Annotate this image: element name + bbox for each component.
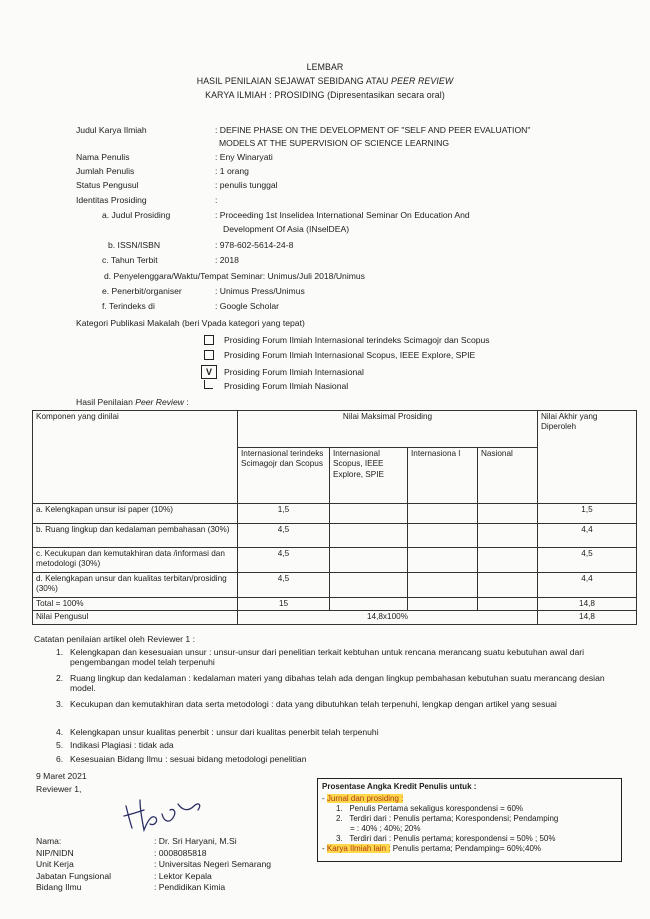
kategori-checkbox-4[interactable] [204, 380, 213, 389]
row-c3 [408, 504, 478, 524]
subheader-nasional: Nasional [478, 448, 538, 504]
info-row [36, 836, 237, 848]
terindeks-row [76, 301, 636, 312]
tahun-label: c. Tahun Terbit [102, 255, 158, 265]
credit-box-text-2: Terdiri dari : Penulis pertama; Korespondensi; Pendamping [349, 814, 559, 823]
subheader-scimagojr: Internasional terindeks Scimagojr dan Scopus [238, 448, 330, 504]
row-komponen: b. Ruang lingkup dan kedalaman pembahasan (30%) [33, 524, 238, 548]
credit-box-item-2b [322, 824, 617, 834]
table-row [33, 524, 637, 548]
table-header-row [33, 411, 637, 448]
doc-title: LEMBAR [306, 62, 344, 72]
info-value: : Universitas Negeri Semarang [154, 859, 272, 869]
credit-box-journal: - Jurnal dan prosiding : [322, 794, 404, 803]
status-value: : penulis tunggal [215, 180, 278, 190]
table-row [33, 504, 637, 524]
row-c1: 15 [238, 598, 330, 611]
info-value: : Pendidikan Kimia [154, 882, 226, 892]
penulis-label: Nama Penulis [76, 152, 130, 162]
hasil-label-text: Hasil Penilaian [76, 397, 136, 407]
table-row-pengusul [33, 611, 637, 624]
row-akhir: 4,5 [538, 548, 637, 573]
header-komponen: Komponen yang dinilai [33, 411, 238, 504]
row-komponen: Total = 100% [33, 598, 238, 611]
row-c2 [330, 504, 408, 524]
judul-prosiding-value: : Proceeding 1st Inselidea International Seminar On Education And [215, 210, 470, 220]
credit-box [317, 778, 622, 862]
tahun-row [76, 255, 636, 266]
kategori-option-1: Prosiding Forum Ilmiah Internasional terindeks Scimagojr dan Scopus [224, 335, 490, 345]
info-label: NIP/NIDN [36, 847, 74, 858]
sign-date: 9 Maret 2021 [36, 771, 87, 781]
score-table [32, 410, 637, 625]
info-value: : 0008085818 [154, 847, 207, 858]
row-c4 [478, 598, 538, 611]
penulis-row [76, 152, 636, 163]
catatan-title: Catatan penilaian artikel oleh Reviewer 1 : [34, 634, 195, 644]
identitas-row [76, 195, 636, 206]
judul-row-2 [76, 138, 636, 149]
judul-row [76, 125, 636, 136]
judul-prosiding-row-2 [76, 224, 636, 235]
credit-box-highlight-2: Karya Ilmiah lain : [326, 844, 391, 853]
row-c4 [478, 573, 538, 598]
penerbit-value: : Unimus Press/Unimus [215, 286, 305, 296]
issn-row [76, 240, 636, 251]
credit-box-karya: - Karya Ilmiah lain : Penulis pertama; Pendamping= 60%;40% [322, 844, 542, 853]
header-nilai-akhir: Nilai Akhir yang Diperoleh [538, 411, 637, 504]
judul-prosiding-value-2: Development Of Asia (INselDEA) [223, 224, 350, 234]
row-c1: 1,5 [238, 504, 330, 524]
catatan-num: 5. [56, 740, 64, 750]
table-row [33, 573, 637, 598]
identitas-label: Identitas Prosiding [76, 195, 147, 205]
catatan-num: 4. [56, 727, 64, 737]
judul-value-2: MODELS AT THE SUPERVISION OF SCIENCE LEARNING [219, 138, 450, 148]
identitas-value: : [215, 195, 218, 205]
row-komponen: c. Kecukupan dan kemutakhiran data /informasi dan metodologi (30%) [33, 548, 238, 573]
kategori-mark-3: V [205, 367, 212, 377]
judul-label: Judul Karya Ilmiah [76, 125, 147, 135]
row-c2 [330, 524, 408, 548]
row-c2 [330, 548, 408, 573]
credit-box-highlight-1: Jurnal dan prosiding : [326, 794, 404, 803]
row-c3 [408, 598, 478, 611]
credit-box-text-3: Terdiri dari : Penulis pertama; korespondensi = 50% ; 50% [349, 834, 556, 843]
credit-box-karya-text: Penulis pertama; Pendamping= 60%;40% [390, 844, 542, 853]
header-nilai-maks: Nilai Maksimal Prosiding [238, 411, 538, 448]
pengusul-label: Nilai Pengusul [33, 611, 238, 624]
hasil-label-end: : [183, 397, 189, 407]
catatan-text: Ruang lingkup dan kedalaman : kedalaman materi yang dibahas telah ada dengan lingkup pembahasan kebutuhan suatu merancang desian model. [70, 673, 605, 694]
signature-image [118, 792, 210, 838]
penerbit-label: e. Penerbit/organiser [102, 286, 182, 296]
reviewer-label: Reviewer 1, [36, 784, 82, 794]
tahun-value: : 2018 [215, 255, 239, 265]
row-c4 [478, 524, 538, 548]
credit-box-item-2: 2. Terdiri dari : Penulis pertama; Korespondensi; Pendamping [336, 814, 559, 823]
row-c4 [478, 548, 538, 573]
catatan-num: 3. [56, 699, 64, 709]
penerbit-row [76, 286, 636, 297]
info-label: Nama: [36, 836, 62, 846]
kategori-checkbox-3[interactable] [201, 365, 217, 379]
doc-subtitle-italic: PEER REVIEW [391, 76, 454, 86]
row-c2 [330, 598, 408, 611]
info-row [36, 882, 226, 894]
jumlah-value: : 1 orang [215, 166, 249, 176]
hasil-label [76, 397, 189, 407]
kategori-option-3: Prosiding Forum Ilmiah Internasional [224, 367, 364, 377]
row-c1: 4,5 [238, 548, 330, 573]
penyelenggara-text: d. Penyelenggara/Waktu/Tempat Seminar: Unimus/Juli 2018/Unimus [104, 271, 365, 281]
credit-box-text-1: Penulis Pertama sekaligus korespondensi = 60% [349, 804, 523, 813]
penyelenggara-row [76, 271, 636, 282]
info-label: Bidang Ilmu [36, 882, 82, 892]
jumlah-label: Jumlah Penulis [76, 166, 135, 176]
kategori-option-4: Prosiding Forum Ilmiah Nasional [224, 381, 349, 391]
kategori-checkbox-2[interactable] [204, 350, 214, 360]
row-c2 [330, 573, 408, 598]
info-value: : Dr. Sri Haryani, M.Si [154, 836, 237, 846]
catatan-num: 2. [56, 673, 64, 683]
credit-box-title: Prosentase Angka Kredit Penulis untuk : [322, 782, 477, 791]
row-komponen: d. Kelengkapan unsur dan kualitas terbitan/prosiding (30%) [33, 573, 238, 598]
credit-box-item-1: 1. Penulis Pertama sekaligus korespondensi = 60% [336, 804, 523, 813]
info-row [36, 847, 207, 860]
catatan-text: Kesesuaian Bidang Ilmu : sesuai bidang metodologi penelitian [70, 754, 307, 764]
judul-prosiding-label: a. Judul Prosiding [102, 210, 171, 220]
kategori-checkbox-1[interactable] [204, 335, 214, 345]
row-c1: 4,5 [238, 524, 330, 548]
terindeks-label: f. Terindeks di [102, 301, 155, 311]
credit-box-text-2b: = : 40% ; 40%; 20% [350, 824, 421, 833]
reviewer-info [36, 836, 272, 894]
pengusul-mid: 14,8x100% [238, 611, 538, 624]
credit-box-item-3: 3. Terdiri dari : Penulis pertama; korespondensi = 50% ; 50% [336, 834, 556, 843]
info-row [36, 859, 272, 871]
row-c4 [478, 504, 538, 524]
row-akhir: 1,5 [538, 504, 637, 524]
subheader-ieee: Internasional Scopus, IEEE Explore, SPIE [330, 448, 408, 504]
catatan-text: Kelengkapan unsur kualitas penerbit : unsur dari kualitas penerbit telah terpenuhi [70, 727, 379, 737]
catatan-text: Indikasi Plagiasi : tidak ada [70, 740, 174, 750]
judul-value: : DEFINE PHASE ON THE DEVELOPMENT OF "SELF AND PEER EVALUATION" [215, 125, 531, 135]
status-row [76, 180, 636, 191]
info-value: : Lektor Kepala [154, 870, 212, 881]
doc-subtitle-2: KARYA ILMIAH : PROSIDING (Dipresentasikan secara oral) [205, 90, 445, 100]
penulis-value: : Eny Winaryati [215, 152, 273, 162]
catatan-text: Kecukupan dan kemutakhiran data serta metodologi : data yang dibutuhkan telah terpenuhi, lengkap dengan artikel yang sesuai [70, 699, 557, 709]
row-c3 [408, 573, 478, 598]
hasil-label-italic: Peer Review [135, 397, 184, 407]
info-label: Jabatan Fungsional [36, 870, 112, 881]
issn-value: : 978-602-5614-24-8 [215, 240, 294, 250]
row-c3 [408, 548, 478, 573]
row-akhir: 4,4 [538, 573, 637, 598]
kategori-option-2: Prosiding Forum Ilmiah Internasional Scopus, IEEE Explore, SPIE [224, 350, 476, 360]
info-label: Unit Kerja [36, 859, 74, 869]
pengusul-akhir: 14,8 [538, 611, 637, 624]
doc-subtitle [0, 76, 650, 86]
row-akhir: 14,8 [538, 598, 637, 611]
info-row [36, 870, 212, 883]
issn-label: b. ISSN/ISBN [108, 240, 161, 250]
catatan-text: Kelengkapan dan kesesuaian unsur : unsur-unsur dari penelitian terkait kebtuhan untuk rencana merancang suatu kebutuhan awal dari pengembangan model telah terpenuhi [70, 647, 585, 668]
row-komponen: a. Kelengkapan unsur isi paper (10%) [33, 504, 238, 524]
table-row-total [33, 598, 637, 611]
subheader-internasional: Internasiona l [408, 448, 478, 504]
row-c1: 4,5 [238, 573, 330, 598]
catatan-num: 6. [56, 754, 64, 764]
terindeks-value: : Google Scholar [215, 301, 280, 311]
catatan-num: 1. [56, 647, 64, 657]
row-c3 [408, 524, 478, 548]
kategori-label: Kategori Publikasi Makalah (beri Vpada kategori yang tepat) [76, 318, 305, 328]
doc-subtitle-text: HASIL PENILAIAN SEJAWAT SEBIDANG ATAU [196, 76, 392, 86]
jumlah-row [76, 166, 636, 177]
row-akhir: 4,4 [538, 524, 637, 548]
status-label: Status Pengusul [76, 180, 139, 190]
judul-prosiding-row [76, 210, 636, 221]
table-row [33, 548, 637, 573]
